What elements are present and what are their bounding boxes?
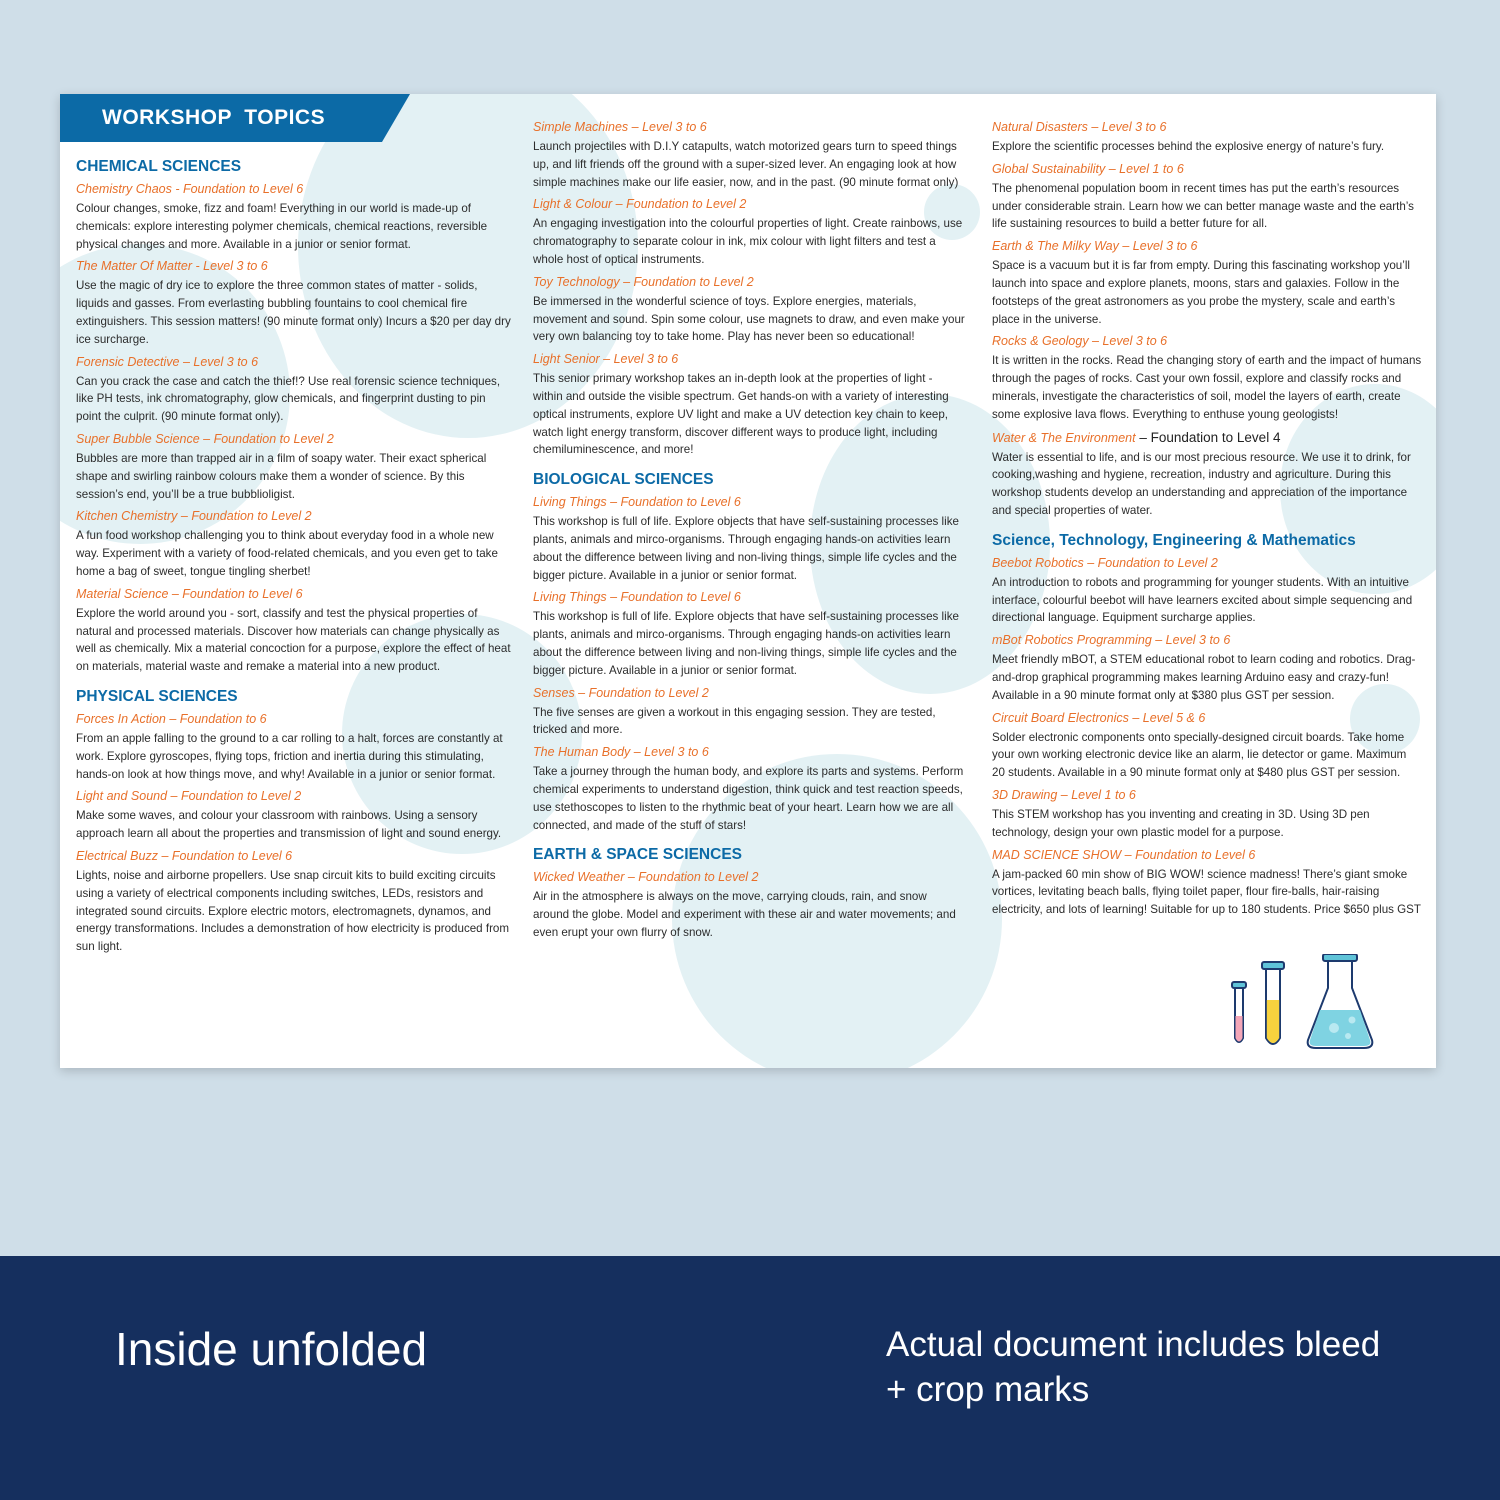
workshop-title-text: MAD SCIENCE SHOW – Foundation to Level 6	[992, 847, 1256, 862]
workshop-title	[533, 590, 965, 605]
workshop-title-text: Circuit Board Electronics – Level 5 & 6	[992, 710, 1206, 725]
workshop-title	[533, 275, 965, 290]
workshop-description: A fun food workshop challenging you to think about everyday food in a whole new way. Experiment with a variety of food-related chemicals, and you even get to take home a bag of sweet, tongue tingling sherbet!	[76, 529, 498, 578]
brochure-sheet	[60, 94, 1436, 1068]
workshop-description: Make some waves, and colour your classroom with rainbows. Using a sensory approach learn all about the properties and transmission of light and sound energy.	[76, 809, 502, 841]
workshop-description: Can you crack the case and catch the thief!? Use real forensic science techniques, like PH tests, ink chromatography, glow chemicals, and fingerprint dusting to pin point the culprit. (90 minute format only).	[76, 374, 501, 424]
workshop-title-text: Light and Sound – Foundation to Level 2	[76, 789, 302, 804]
workshop-description: Take a journey through the human body, and explore its parts and systems. Perform chemical experiments to understand digestion, think quick and test reaction speeds, use stethoscopes to listen to the rhythmic beat of your heart. Learn how we are all connected, and made of the stuff of stars!	[533, 765, 964, 832]
test-tube-icon	[1262, 962, 1284, 1044]
workshop-title	[533, 745, 965, 760]
workshop-title-text: The Human Body – Level 3 to 6	[533, 745, 709, 760]
workshop-title	[533, 686, 965, 701]
column-right	[992, 114, 1422, 919]
workshop-title-text: Earth & The Milky Way – Level 3 to 6	[992, 239, 1198, 254]
workshop-title-text: Senses – Foundation to Level 2	[533, 685, 709, 700]
workshop-title-text: Forces In Action – Foundation to 6	[76, 711, 267, 726]
workshop-title-text: Light & Colour – Foundation to Level 2	[533, 197, 747, 212]
workshop-title-text: Living Things – Foundation to Level 6	[533, 590, 741, 605]
footer-band	[0, 1256, 1500, 1500]
workshop-title	[992, 848, 1422, 863]
workshop-title-text: Rocks & Geology – Level 3 to 6	[992, 334, 1168, 349]
column-left	[76, 158, 512, 956]
workshop-title-text: Wicked Weather – Foundation to Level 2	[533, 870, 759, 885]
workshop-title-text: Global Sustainability – Level 1 to 6	[992, 161, 1184, 176]
workshop-title	[76, 355, 512, 370]
workshop-title-text: Chemistry Chaos - Foundation to Level 6	[76, 182, 304, 196]
workshop-title	[76, 259, 512, 274]
workshop-description: An introduction to robots and programming for younger students. With an intuitive interface, colourful beebot will have learners excited about simple sequencing and directional language. Equipment surcharge applies.	[992, 575, 1413, 625]
workshop-description: This STEM workshop has you inventing and creating in 3D. Using 3D pen technology, design your own plastic model for a purpose.	[992, 807, 1370, 839]
workshop-description: This workshop is full of life. Explore objects that have self-sustaining processes like plants, animals and mirco-organisms. Through engaging hands-on activities learn about the difference between living and non-living things, simple life cycles and the bigger picture. Available in a junior or senior format.	[533, 610, 959, 677]
section-heading: BIOLOGICAL SCIENCES	[533, 471, 714, 489]
workshop-description: Be immersed in the wonderful science of toys. Explore energies, materials, movement and sound. Spin some colour, use magnets to draw, and even make your very own balancing toy to take home. Play has never been so educational!	[533, 294, 965, 344]
workshop-description: Launch projectiles with D.I.Y catapults, watch motorized gears turn to speed things up, and lift friends off the ground with a super-sized lever. An engaging look at how simple machines make our life easier, now, and in the past. (90 minute format only)	[533, 140, 959, 189]
workshop-title	[992, 430, 1422, 446]
workshop-title-text: Electrical Buzz – Foundation to Level 6	[76, 848, 293, 863]
workshop-description: From an apple falling to the ground to a car rolling to a halt, forces are constantly at work. Explore gyroscopes, flying tops, friction and inertia during this stimulating, hands-on look at how things move, and why! Available in a junior or senior format.	[76, 731, 503, 781]
workshop-title	[533, 352, 965, 367]
workshop-description: It is written in the rocks. Read the changing story of earth and the impact of humans through the pages of rocks. Cast your own fossil, explore and classify rocks and minerals, investigate the characteristics of soil, model the layers of earth, create some explosive lava flows. Everything to enthuse young geologists!	[992, 354, 1422, 421]
workshop-title-text: Natural Disasters – Level 3 to 6	[992, 120, 1167, 134]
banner-title: WORKSHOP TOPICS	[102, 106, 326, 129]
workshop-description: Air in the atmosphere is always on the move, carrying clouds, rain, and snow around the globe. Model and experiment with these air and water movements; and even erupt your own flurry of snow.	[533, 890, 956, 939]
lab-glassware-icon	[1226, 954, 1386, 1054]
workshop-title-text: Light Senior – Level 3 to 6	[533, 352, 679, 367]
workshop-description: Lights, noise and airborne propellers. Use snap circuit kits to build exciting circuits using a variety of electrical components including switches, LEDs, resistors and integrated sound circuits. Explore electric motors, electromagnets, dynamos, and energy transformations. Includes a demonstration of how electricity is produced from sun light.	[76, 868, 510, 954]
workshop-title	[992, 162, 1422, 177]
workshop-description: Bubbles are more than trapped air in a film of soapy water. Their exact spherical shape and swirling rainbow colours make them a wonder of science. By this session’s end, you’ll be a true bubblioligist.	[76, 451, 487, 501]
workshop-title	[992, 556, 1422, 571]
workshop-title-text: Super Bubble Science – Foundation to Level 2	[76, 431, 334, 446]
workshop-title-text: Kitchen Chemistry – Foundation to Level 2	[76, 509, 312, 524]
workshop-description: The five senses are given a workout in this engaging session. They are tested, tricked and more.	[533, 705, 936, 737]
workshop-title	[992, 239, 1422, 254]
workshop-title	[76, 432, 512, 447]
workshop-description: An engaging investigation into the colourful properties of light. Create rainbows, use chromatography to separate colour in ink, mix colour with light filters and test a whole host of optical instruments.	[533, 217, 963, 266]
workshop-description: Explore the world around you - sort, classify and test the physical properties of natural and processed materials. Discover how materials can change physically as well as chemically. Mix a material concoction for a purpose, explore the effect of heat on materials, material waste and remake a material into a new product.	[76, 606, 511, 674]
workshop-title	[76, 182, 512, 197]
workshop-title	[76, 587, 512, 602]
workshop-title-text: Simple Machines – Level 3 to 6	[533, 120, 707, 134]
workshop-title	[76, 712, 512, 727]
workshop-title	[76, 849, 512, 864]
workshop-title-text: Living Things – Foundation to Level 6	[533, 495, 741, 510]
workshop-title-text: Water & The Environment	[992, 430, 1136, 445]
section-heading: Science, Technology, Engineering & Mathematics	[992, 531, 1356, 549]
workshop-description: This workshop is full of life. Explore objects that have self-sustaining processes like plants, animals and mirco-organisms. Through engaging hands-on activities learn about the difference between living and non-living things, simple life cycles and the bigger picture. Available in a junior or senior format.	[533, 515, 959, 582]
workshop-title-level: – Foundation to Level 4	[1135, 429, 1281, 445]
workshop-title	[76, 509, 512, 524]
workshop-title-text: Material Science – Foundation to Level 6	[76, 586, 303, 601]
workshop-title	[992, 711, 1422, 726]
workshop-title	[992, 120, 1422, 135]
footer-caption-right: Actual document includes bleed + crop marks	[886, 1325, 1381, 1409]
workshop-description: Space is a vacuum but it is far from empty. During this fascinating workshop you’ll launch into space and explore planets, moons, stars and galaxies. Follow in the footsteps of the great astronomers as you probe the mystery, scale and earth’s place in the universe.	[992, 259, 1410, 326]
workshop-title-text: mBot Robotics Programming – Level 3 to 6	[992, 633, 1231, 648]
workshop-title-text: The Matter Of Matter - Level 3 to 6	[76, 259, 268, 274]
workshop-title	[992, 788, 1422, 803]
workshop-description: A jam-packed 60 min show of BIG WOW! science madness! There’s giant smoke vortices, levitating beach balls, flying toilet paper, flour fire-balls, hair-raising electricity, and lots of learning! Suitable for up to 180 students. Price $650 plus GST	[992, 867, 1421, 917]
workshop-description: Meet friendly mBOT, a STEM educational robot to learn coding and robotics. Drag-and-drop graphical programming makes learning Arduino easy and crazy-fun! Available in a 90 minute format only at $380 plus GST per session.	[992, 653, 1416, 702]
workshop-title-text: 3D Drawing – Level 1 to 6	[992, 787, 1136, 802]
workshop-title	[992, 334, 1422, 349]
workshop-title-text: Beebot Robotics – Foundation to Level 2	[992, 555, 1218, 570]
workshop-description: Explore the scientific processes behind the explosive energy of nature’s fury.	[992, 140, 1385, 153]
section-heading: EARTH & SPACE SCIENCES	[533, 846, 742, 864]
workshop-title	[533, 120, 965, 135]
workshop-description: This senior primary workshop takes an in-depth look at the properties of light - within and outside the visible spectrum. Get hands-on with a variety of interesting optical instruments, explore UV light and make a UV detection key chain to keep, watch light energy transform, discover different ways to produce light, including chemiluminescence, and more!	[533, 372, 949, 457]
footer-caption-left: Inside unfolded	[115, 1323, 428, 1375]
erlenmeyer-flask-icon	[1308, 954, 1373, 1048]
workshop-title	[533, 870, 965, 885]
column-middle	[533, 114, 965, 942]
section-heading: CHEMICAL SCIENCES	[76, 158, 242, 175]
workshop-description: The phenomenal population boom in recent times has put the earth’s resources under considerable strain. Learn how we can better manage waste and the earth’s life sustaining resources to build a better future for all.	[992, 181, 1414, 231]
workshop-title	[533, 495, 965, 510]
workshop-description: Colour changes, smoke, fizz and foam! Everything in our world is made-up of chemicals: explore interesting polymer chemicals, chemical reactions, reversible physical changes and more. Available in a junior or senior format.	[76, 202, 488, 251]
workshop-title-text: Forensic Detective – Level 3 to 6	[76, 354, 259, 369]
section-heading: PHYSICAL SCIENCES	[76, 687, 238, 705]
workshop-title	[992, 633, 1422, 648]
workshop-title	[533, 197, 965, 212]
workshop-description: Water is essential to life, and is our most precious resource. We use it to drink, for cooking,washing and hygiene, recreation, industry and agriculture. During this workshop students develop an understanding and appreciation of the importance and special properties of water.	[992, 450, 1411, 517]
small-test-tube-icon	[1232, 982, 1246, 1042]
workshop-description: Use the magic of dry ice to explore the three common states of matter - solids, liquids and gasses. From everlasting bubbling fountains to cool chemical fire extinguishers. This session matters! (90 minute format only) Incurs a $20 per day dry ice surcharge.	[76, 279, 511, 346]
workshop-description: Solder electronic components onto specially-designed circuit boards. Take home your own working electronic device like an alarm, lie detector or game. Maximum 20 students. Available in a 90 minute format only at $480 plus GST per session.	[992, 730, 1407, 780]
workshop-title	[76, 789, 512, 804]
workshop-title-text: Toy Technology – Foundation to Level 2	[533, 274, 754, 289]
